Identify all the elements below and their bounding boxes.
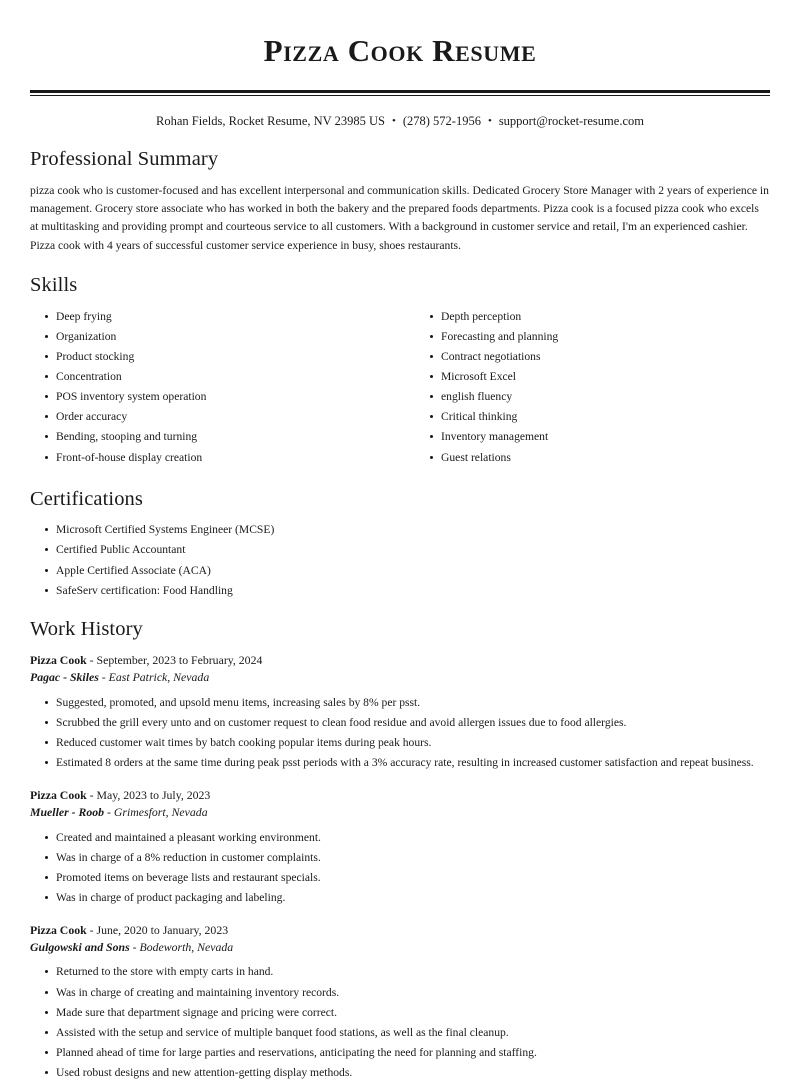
list-item: Was in charge of product packaging and labeling. [30, 889, 770, 907]
list-item: Created and maintained a pleasant working environment. [30, 829, 770, 847]
contact-separator-1: • [391, 114, 396, 127]
job-dates: September, 2023 to February, 2024 [96, 652, 263, 667]
job-title: Pizza Cook [30, 652, 87, 667]
work-history-entries [30, 652, 770, 1082]
job-company-dash: - [104, 805, 114, 820]
skills-list-right [415, 308, 770, 466]
job-bullets [30, 694, 770, 772]
job-location: Grimesfort, Nevada [113, 805, 208, 820]
list-item: SafeServ certification: Food Handling [30, 582, 770, 600]
list-item: Scrubbed the grill every unto and on customer request to clean food residue and avoid allergen issues due to food allergies. [30, 714, 770, 732]
job-dates: June, 2020 to January, 2023 [96, 922, 229, 937]
list-item: Assisted with the setup and service of multiple banquet food stations, as well as the final cleanup. [30, 1024, 770, 1042]
section-professional-summary [30, 147, 770, 255]
job-location: Bodeworth, Nevada [139, 940, 234, 955]
contact-address: Rohan Fields, Rocket Resume, NV 23985 US [156, 113, 385, 128]
section-certifications [30, 487, 770, 600]
skills-list-left [30, 308, 400, 466]
list-item: Guest relations [415, 449, 770, 467]
certifications-list [30, 521, 770, 599]
job-title-line [30, 787, 770, 804]
list-item: Deep frying [30, 308, 400, 326]
skills-column-left [30, 308, 400, 469]
list-item: Microsoft Certified Systems Engineer (MCSE) [30, 521, 770, 539]
skills-column-right [400, 308, 770, 469]
list-item: Concentration [30, 368, 400, 386]
job-title-dash: - [86, 652, 97, 667]
job-title: Pizza Cook [30, 922, 87, 937]
summary-paragraph: pizza cook who is customer-focused and has excellent interpersonal and communication skills. Dedicated Grocery Store Manager with 2 years of experience in management. Grocery store associate who has worked in both the bakery and the prepared foods departments. Pizza cook is a focused pizza cook who excels at multitasking and providing prompt and courteous service to all customers. With a background in customer service and retail, I'm an experienced cashier. Pizza cook with 4 years of successful customer service experience in busy, shoes restaurants. [30, 183, 769, 252]
list-item: Returned to the store with empty carts in hand. [30, 963, 770, 981]
job-title-dash: - [86, 787, 97, 802]
list-item: Made sure that department signage and pricing were correct. [30, 1004, 770, 1022]
job-company-line [30, 804, 770, 821]
contact-separator-2: • [487, 114, 492, 127]
job-location: East Patrick, Nevada [108, 670, 210, 685]
contact-email[interactable]: support@rocket-resume.com [498, 113, 644, 128]
section-heading-summary: Professional Summary [30, 147, 219, 170]
job-company-line [30, 939, 770, 956]
job-company-line [30, 669, 770, 686]
list-item: Contract negotiations [415, 348, 770, 366]
list-item: Suggested, promoted, and upsold menu items, increasing sales by 8% per psst. [30, 694, 770, 712]
job-title: Pizza Cook [30, 787, 87, 802]
job-title-line [30, 922, 770, 939]
work-history-entry [30, 652, 770, 772]
list-item: POS inventory system operation [30, 388, 400, 406]
job-company-dash: - [129, 940, 140, 955]
list-item: Reduced customer wait times by batch cooking popular items during peak hours. [30, 734, 770, 752]
job-bullets [30, 963, 770, 1081]
list-item: Depth perception [415, 308, 770, 326]
list-item: Used robust designs and new attention-getting display methods. [30, 1064, 770, 1082]
work-history-entry [30, 922, 770, 1082]
contact-phone: (278) 572-1956 [402, 113, 481, 128]
job-company-dash: - [98, 670, 109, 685]
list-item: Front-of-house display creation [30, 449, 400, 467]
list-item: Product stocking [30, 348, 400, 366]
job-company: Pagac - Skiles [30, 670, 99, 685]
list-item: Order accuracy [30, 408, 400, 426]
skills-columns [30, 308, 770, 469]
contact-line [30, 96, 770, 129]
list-item: Microsoft Excel [415, 368, 770, 386]
list-item: Organization [30, 328, 400, 346]
list-item: Certified Public Accountant [30, 541, 770, 559]
section-work-history [30, 617, 770, 1081]
list-item: Apple Certified Associate (ACA) [30, 562, 770, 580]
list-item: Promoted items on beverage lists and restaurant specials. [30, 869, 770, 887]
job-company: Gulgowski and Sons [30, 940, 130, 955]
list-item: Forecasting and planning [415, 328, 770, 346]
job-title-dash: - [86, 922, 97, 937]
job-bullets [30, 829, 770, 907]
job-company: Mueller - Roob [30, 805, 105, 820]
job-title-line [30, 652, 770, 669]
section-heading-work-history: Work History [30, 618, 143, 641]
list-item: Critical thinking [415, 408, 770, 426]
job-dates: May, 2023 to July, 2023 [96, 787, 211, 802]
list-item: Inventory management [415, 428, 770, 446]
section-heading-skills: Skills [30, 274, 78, 297]
list-item: Planned ahead of time for large parties and reservations, anticipating the need for planning and staffing. [30, 1044, 770, 1062]
work-history-entry [30, 787, 770, 907]
list-item: Was in charge of a 8% reduction in customer complaints. [30, 849, 770, 867]
list-item: english fluency [415, 388, 770, 406]
list-item: Was in charge of creating and maintaining inventory records. [30, 984, 770, 1002]
list-item: Estimated 8 orders at the same time during peak psst periods with a 3% accuracy rate, resulting in increased customer satisfaction and repeat business. [30, 754, 770, 772]
list-item: Bending, stooping and turning [30, 428, 400, 446]
section-skills [30, 273, 770, 469]
page-title: Pizza Cook Resume [263, 33, 537, 68]
section-heading-certifications: Certifications [30, 487, 143, 510]
